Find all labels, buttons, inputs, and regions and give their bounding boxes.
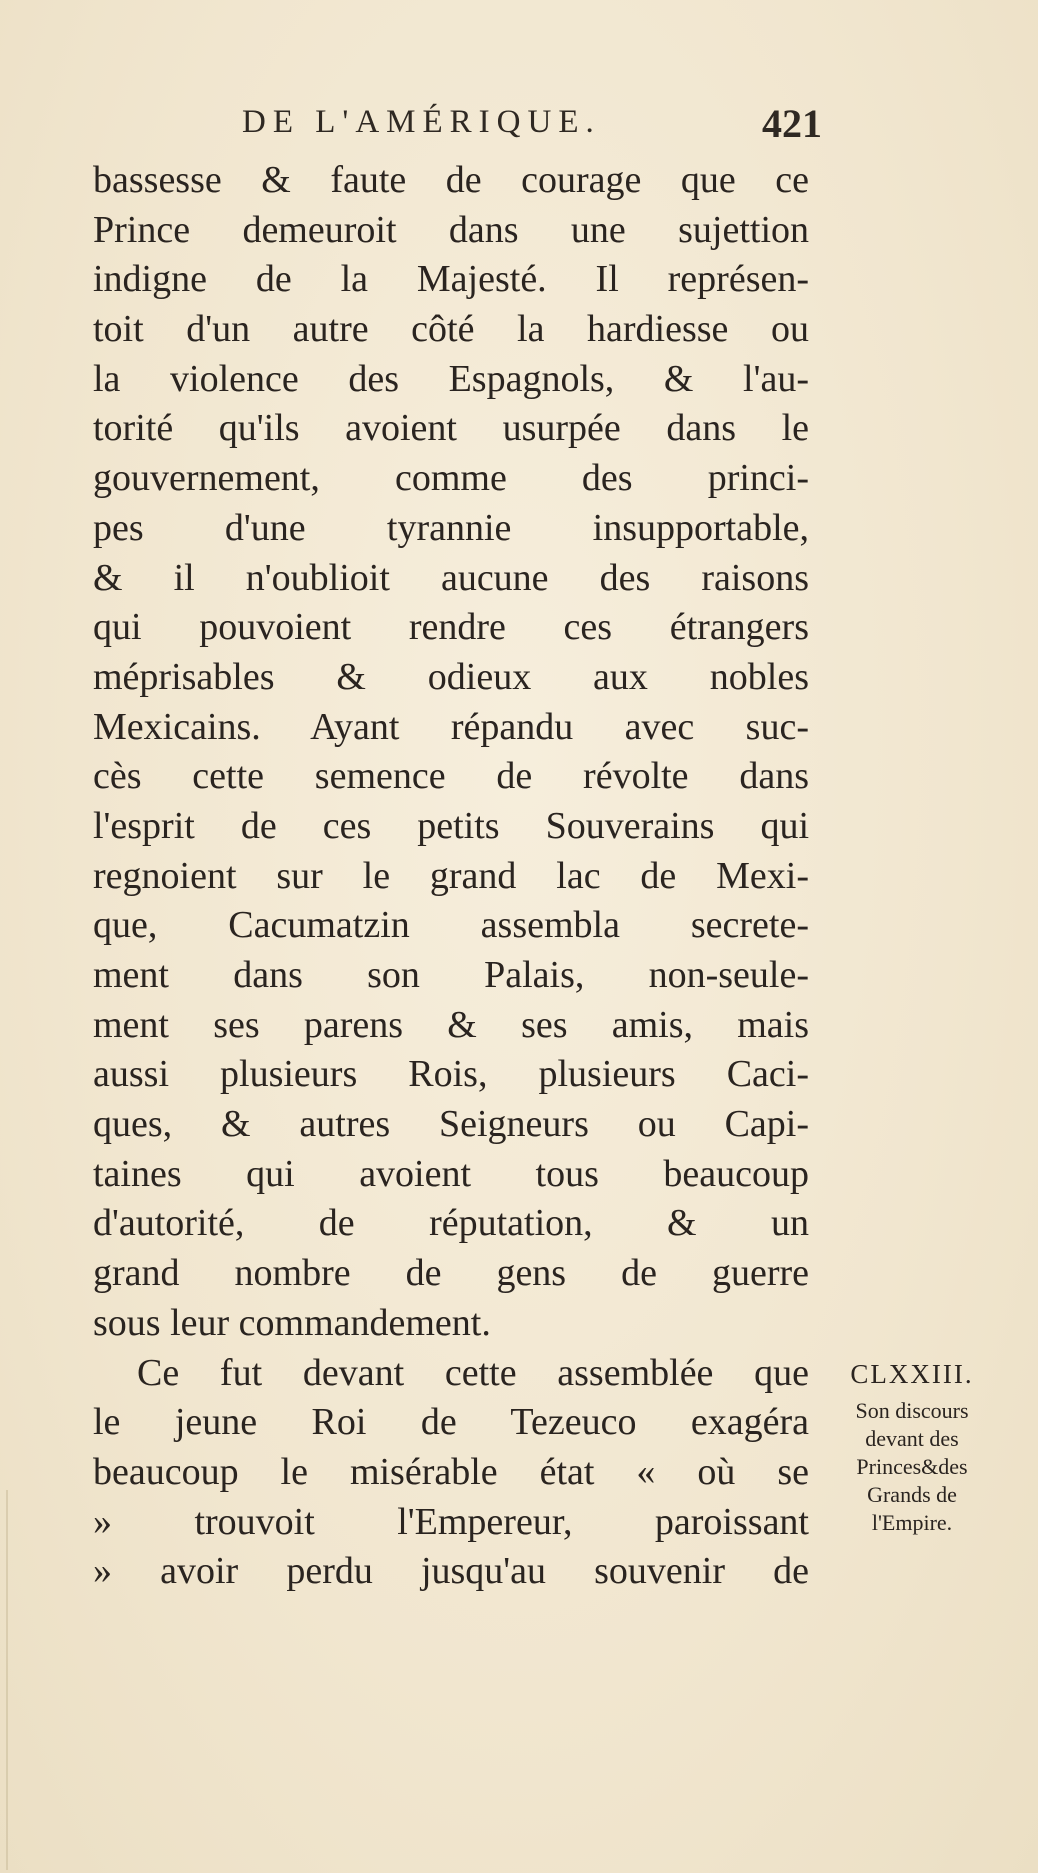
text-line: Prince demeuroit dans une sujettion	[93, 208, 809, 251]
text-line: Mexicains. Ayant répandu avec suc-	[93, 705, 809, 748]
body-text	[93, 156, 809, 1597]
text-line: indigne de la Majesté. Il représen-	[93, 258, 809, 301]
text-line: sous leur commandement.	[93, 1301, 491, 1344]
text-line: » trouvoit l'Empereur, paroissant	[93, 1500, 809, 1543]
text-line: méprisables & odieux aux nobles	[93, 655, 809, 698]
text-line: cès cette semence de révolte dans	[93, 755, 809, 798]
text-line: pes d'une tyrannie insupportable,	[93, 506, 809, 549]
text-line: que, Cacumatzin assembla secrete-	[93, 904, 809, 947]
running-head: DE L'AMÉRIQUE.	[242, 104, 601, 140]
text-line: » avoir perdu jusqu'au souvenir de	[93, 1550, 809, 1593]
text-line: aussi plusieurs Rois, plusieurs Caci-	[93, 1053, 809, 1096]
text-line: toit d'un autre côté la hardiesse ou	[93, 308, 809, 351]
text-line: la violence des Espagnols, & l'au-	[93, 357, 809, 400]
text-line: Ce fut devant cette assemblée que	[137, 1351, 809, 1394]
gutter-shadow	[6, 1490, 8, 1870]
page-number: 421	[762, 101, 822, 146]
text-line: regnoient sur le grand lac de Mexi-	[93, 854, 809, 897]
marginal-line: l'Empire.	[871, 1510, 953, 1535]
text-line: le jeune Roi de Tezeuco exagéra	[93, 1401, 809, 1444]
text-line: qui pouvoient rendre ces étrangers	[93, 606, 809, 649]
marginal-line: Grands de	[867, 1482, 957, 1507]
marginal-note	[822, 1355, 1002, 1537]
text-line: l'esprit de ces petits Souverains qui	[93, 804, 809, 847]
text-line: torité qu'ils avoient usurpée dans le	[93, 407, 809, 450]
text-line: ment dans son Palais, non-seule-	[93, 954, 809, 996]
text-line: gouvernement, comme des princi-	[93, 457, 809, 500]
text-line: grand nombre de gens de guerre	[93, 1252, 809, 1295]
marginal-line: Princes&des	[856, 1454, 968, 1479]
text-line: taines qui avoient tous beaucoup	[93, 1152, 809, 1195]
text-line: & il n'oublioit aucune des raisons	[93, 556, 809, 599]
text-line: d'autorité, de réputation, & un	[93, 1202, 809, 1245]
section-number: CLXXIII.	[850, 1359, 974, 1389]
text-line: beaucoup le misérable état « où se	[93, 1450, 809, 1493]
text-line: bassesse & faute de courage que ce	[93, 159, 809, 201]
marginal-line: Son discours	[855, 1398, 969, 1423]
page-header	[242, 100, 822, 150]
text-line: ques, & autres Seigneurs ou Capi-	[93, 1103, 809, 1146]
marginal-line: devant des	[865, 1426, 959, 1451]
text-line: ment ses parens & ses amis, mais	[93, 1003, 809, 1046]
